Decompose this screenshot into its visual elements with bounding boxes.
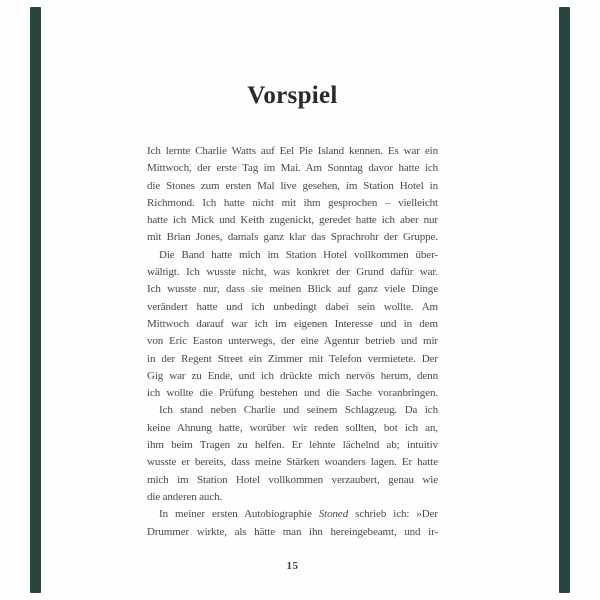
text-run: ich wollte die Prüfung bestehen und die Sache voranbringen. xyxy=(147,387,438,400)
text-line xyxy=(147,506,438,523)
text-run: schrieb ich: »Der xyxy=(348,508,438,521)
text-line xyxy=(147,143,438,160)
text-run: verändert hatte und ich unbedingt dabei sein wollte. Am xyxy=(147,300,438,313)
text-run: die anderen auch. xyxy=(147,490,223,503)
text-line xyxy=(147,472,438,489)
text-run: in der Regent Street ein Zimmer mit Telefon vermietete. Der xyxy=(147,352,438,365)
text-line xyxy=(147,247,438,264)
book-cover-edge-right xyxy=(559,7,570,593)
text-line xyxy=(147,351,438,368)
text-run: von Eric Easton unterwegs, der eine Agentur betrieb und mir xyxy=(147,335,438,348)
text-line xyxy=(147,333,438,350)
text-line xyxy=(147,454,438,471)
text-run: mit Brian Jones, damals ganz klar das Sprachrohr der Gruppe. xyxy=(147,231,438,244)
text-line xyxy=(147,385,438,402)
text-run: hatte ich Mick und Keith zugenickt, geredet hatte ich aber nur xyxy=(147,214,438,227)
text-run: Ich lernte Charlie Watts auf Eel Pie Island kennen. Es war ein xyxy=(147,145,438,157)
text-run: mich im Station Hotel vollkommen verzaubert, genau wie xyxy=(147,473,438,486)
text-line xyxy=(147,195,438,212)
text-line xyxy=(147,229,438,246)
text-run: wältigt. Ich wusste nicht, was konkret der Grund dafür war. xyxy=(147,266,438,279)
text-run: die Stones zum ersten Mal live gesehen, im Station Hotel in xyxy=(147,179,438,192)
text-line xyxy=(147,212,438,229)
book-cover-edge-left xyxy=(30,7,41,593)
text-line xyxy=(147,281,438,298)
text-line xyxy=(147,299,438,316)
text-line xyxy=(147,178,438,195)
text-run: Die Band hatte mich im Station Hotel vollkommen über- xyxy=(159,248,438,261)
text-run: Richmond. Ich hatte nicht mit ihm gesprochen – vielleicht xyxy=(147,196,438,209)
text-line xyxy=(147,316,438,333)
body-text xyxy=(147,143,438,541)
text-run: In meiner ersten Autobiographie xyxy=(159,508,319,521)
text-run: wusste er bereits, dass meine Stärken woanders lagen. Er hatte xyxy=(147,456,438,469)
text-run: ihm beim Tragen zu helfen. Er lehnte lächelnd ab; intuitiv xyxy=(147,439,438,452)
text-run: Ich wusste nur, dass sie meinen Blick auf ganz viele Dinge xyxy=(147,283,438,296)
text-run: Gig war zu Ende, und ich drückte mich nervös herum, denn xyxy=(147,369,438,382)
chapter-title: Vorspiel xyxy=(247,82,338,109)
text-line xyxy=(147,402,438,419)
text-line xyxy=(147,420,438,437)
text-run: Mittwoch, der erste Tag im Mai. Am Sonntag davor hatte ich xyxy=(147,162,438,175)
text-line xyxy=(147,489,438,506)
text-run: Ich stand neben Charlie und seinem Schlagzeug. Da ich xyxy=(159,404,438,417)
text-line xyxy=(147,264,438,281)
italic-book-title: Stoned xyxy=(318,508,349,521)
text-line xyxy=(147,437,438,454)
text-run: Drummer wirkte, als hätte man ihn hereingebeamt, und ir- xyxy=(147,525,438,538)
text-run: keine Ahnung hatte, worüber wir reden sollten, bot ich an, xyxy=(147,421,438,434)
text-line xyxy=(147,160,438,177)
page-number: 15 xyxy=(286,560,299,572)
text-run: Mittwoch darauf war ich im eigenen Interesse und in dem xyxy=(147,317,438,330)
text-line xyxy=(147,524,438,541)
text-line xyxy=(147,368,438,385)
